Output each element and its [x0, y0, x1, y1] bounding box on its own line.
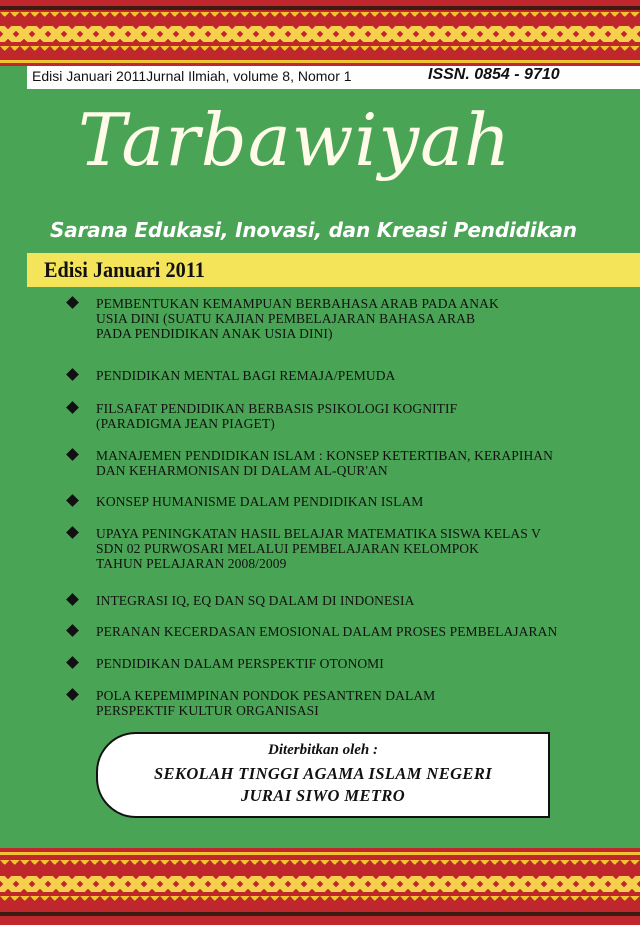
publisher-lead: Diterbitkan oleh : — [267, 742, 378, 758]
diamond-bullet-icon — [66, 688, 79, 701]
publisher-banner — [96, 732, 550, 818]
toc-item-title: PERANAN KECERDASAN EMOSIONAL DALAM PROSES PEMBELAJARAN — [96, 624, 558, 639]
diamond-bullet-icon — [66, 624, 79, 637]
toc-item-title: KONSEP HUMANISME DALAM PENDIDIKAN ISLAM — [96, 494, 424, 509]
diamond-bullet-icon — [66, 448, 79, 461]
toc-item-title: INTEGRASI IQ, EQ DAN SQ DALAM DI INDONESIA — [96, 593, 415, 608]
toc-item-title: PEMBENTUKAN KEMAMPUAN BERBAHASA ARAB PADA ANAK USIA DINI (SUATU KAJIAN PEMBELAJARAN BAHASA ARAB PADA PENDIDIKAN ANAK USIA DINI) — [96, 296, 499, 341]
diamond-bullet-icon — [66, 368, 79, 381]
journal-title: Tarbawiyah — [78, 98, 512, 182]
edition-volume-line: Edisi Januari 2011Jurnal Ilmiah, volume 8, Nomor 1 — [32, 68, 352, 84]
diamond-bullet-icon — [66, 401, 79, 414]
publisher-name-line-1: SEKOLAH TINGGI AGAMA ISLAM NEGERI — [153, 764, 493, 783]
toc-item-title: UPAYA PENINGKATAN HASIL BELAJAR MATEMATIKA SISWA KELAS V SDN 02 PURWOSARI MELALUI PEMBELAJARAN KELOMPOK TAHUN PELAJARAN 2008/2009 — [96, 526, 541, 571]
diamond-bullet-icon — [66, 656, 79, 669]
diamond-bullet-icon — [66, 526, 79, 539]
edition-label: Edisi Januari 2011 — [44, 257, 205, 282]
diamond-bullet-icon — [66, 494, 79, 507]
toc-item-title: PENDIDIKAN DALAM PERSPEKTIF OTONOMI — [96, 656, 384, 671]
diamond-bullet-icon — [66, 593, 79, 606]
diamond-bullet-icon — [66, 296, 79, 309]
issn-number: ISSN. 0854 - 9710 — [428, 66, 560, 83]
toc-item-title: PENDIDIKAN MENTAL BAGI REMAJA/PEMUDA — [96, 368, 396, 383]
toc-item-title: MANAJEMEN PENDIDIKAN ISLAM : KONSEP KETERTIBAN, KERAPIHAN DAN KEHARMONISAN DI DALAM AL-QUR'AN — [96, 448, 554, 478]
toc-item-title: FILSAFAT PENDIDIKAN BERBASIS PSIKOLOGI KOGNITIF (PARADIGMA JEAN PIAGET) — [96, 401, 458, 431]
top-ornamental-border — [0, 0, 640, 66]
publisher-name-line-2: JURAI SIWO METRO — [240, 786, 406, 805]
journal-tagline: Sarana Edukasi, Inovasi, dan Kreasi Pendidikan — [50, 218, 577, 242]
toc-item-title: POLA KEPEMIMPINAN PONDOK PESANTREN DALAM PERSPEKTIF KULTUR ORGANISASI — [96, 688, 436, 718]
bottom-ornamental-border — [0, 848, 640, 925]
